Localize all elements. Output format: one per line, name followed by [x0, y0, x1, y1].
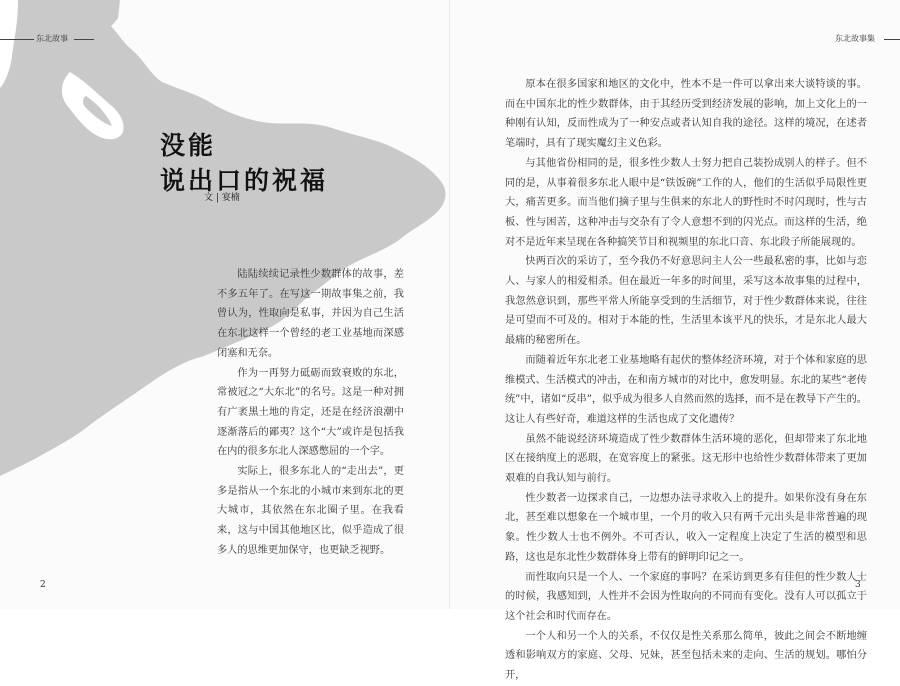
right-paragraph: 与其他省份相同的是，很多性少数人士努力把自己装扮成别人的样子。但不同的是，从事着很多东北人眼中是“铁饭碗”工作的人，他们的生活似乎局限性更大，痛苦更多。而当他们摘子里与生俱来的东北人的野性时不时闪现时，性与古板、性与困苦，这种冲击与交杂有了令人意想不到的闪光点。而这样的生活，绝对不是近年来呈现在各种搞笑节目和视频里的东北口音、东北段子所能展现的。 — [505, 157, 867, 248]
right-paragraph: 而性取向只是一个人、一个家庭的事吗？在采访到更多有佳但的性少数人士的时候，我感知到，人性并不会因为性取向的不同而有变化。没有人可以孤立于这个社会和时代而存在。 — [505, 571, 867, 622]
article-title — [160, 128, 328, 198]
left-paragraph: 陆陆续续记录性少数群体的故事，差不多五年了。在写这一期故事集之前，我曾认为，性取向是私事，并因为自己生活在东北这样一个曾经的老工业基地而深感闭塞和无奈。 — [217, 269, 404, 359]
header-rule-left-short — [74, 39, 94, 40]
right-paragraph: 快两百次的采访了，至今我仍不好意思问主人公一些最私密的事，比如与恋人、与家人的相爱相杀。但在最近一年多的时间里，采写这本故事集的过程中，我忽然意识到，那些平常人所能享受到的生活细节，对于性少数群体来说，往往是可望而不可及的。相对于本能的性，生活里本该平凡的快乐，才是东北人最大最痛的秘密所在。 — [505, 256, 867, 347]
right-text-column — [505, 75, 867, 686]
header-rule-right — [884, 39, 900, 40]
left-text-column — [217, 265, 404, 561]
left-paragraph: 作为一再努力砥砺而致衰败的东北，常被冠之“大东北”的名号。这是一种对拥有广袤黑土地的肯定，还是在经济浪潮中逐渐落后的鄙夷？这个“大”或许是包括我在内的很多东北人深感憋屈的一个字。 — [217, 367, 404, 458]
right-paragraph: 而随着近年东北老工业基地略有起伏的整体经济环境，对于个体和家庭的思维模式、生活模式的冲击，在和南方城市的对比中，愈发明显。东北的某些“老传统”中，诸如“反串”，似乎成为很多人自然而然的选择，而不是在教导下产生的。这让人有些好奇，难道这样的生活也成了文化遗传？ — [505, 354, 867, 425]
right-paragraph: 虽然不能说经济环境造成了性少数群体生活环境的恶化，但却带来了东北地区在接纳度上的恶瑕，在宽容度上的紧张。这无形中也给性少数群体带来了更加艰难的自我认知与前行。 — [505, 433, 867, 485]
left-page — [0, 0, 450, 609]
right-paragraph: 性少数者一边探求自己，一边想办法寻求收入上的提升。如果你没有身在东北，甚至难以想象在一个城市里，一个月的收入只有两千元出头是非常普遍的现象。性少数人士也不例外。不可否认，收入一定程度上决定了生活的模型和思路，这也是东北性少数群体身上带有的鲜明印记之一。 — [505, 492, 867, 563]
right-running-header: 东北故事集 — [835, 34, 875, 43]
right-paragraph: 一个人和另一个人的关系，不仅仅是性关系那么简单，彼此之间会不断地缠透和影响双方的家庭、父母、兄妹，甚至包括未来的走向、生活的规划。哪怕分开， — [505, 630, 867, 682]
left-running-header: 东北故事 — [36, 34, 68, 43]
author-byline: 文 | 宴楠 — [204, 193, 240, 203]
header-rule-left — [0, 39, 34, 40]
right-paragraph: 原本在很多国家和地区的文化中，性本不是一件可以拿出来大谈特谈的事。而在中国东北的性少数群体，由于其经历受到经济发展的影响，加上文化上的一种刚有认知，反而性成为了一种安点或者认知自我的途径。这样的境况，在述者笔端时，具有了现实魔幻主义色彩。 — [505, 79, 867, 150]
page-number-left: 2 — [40, 580, 46, 590]
title-line-1: 没能 — [160, 131, 217, 160]
title-line-2: 说出口的祝福 — [160, 166, 329, 195]
page-number-right: 3 — [855, 580, 861, 590]
left-paragraph: 实际上，很多东北人的“走出去”，更多是指从一个东北的小城市来到东北的更大城市，其依然在东北圈子里。在我看来，这与中国其他地区比，似乎造成了很多人的思维更加保守，也更缺乏视野。 — [217, 466, 404, 556]
